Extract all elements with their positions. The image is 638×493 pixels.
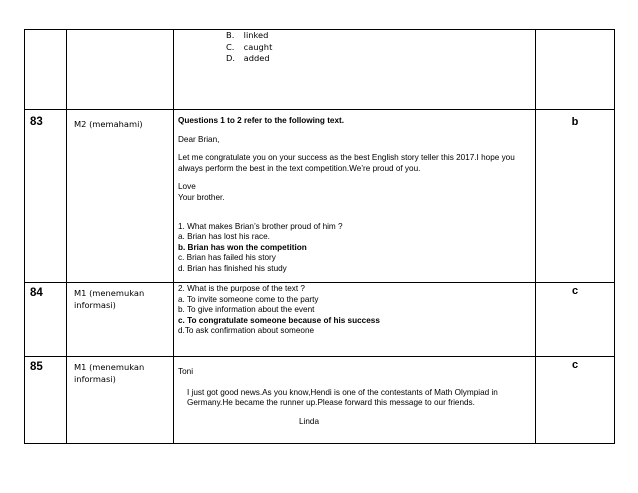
question-cell [174,30,536,110]
option-d: D. added [226,53,270,63]
table-row-83 [25,110,615,283]
option-c: c. Brian has failed his story [178,253,276,263]
question-text: 2. What is the purpose of the text ? [178,284,305,293]
answer-key: b [536,110,615,283]
question-number: 85 [25,357,67,444]
cognitive-level: M1 (menemukan informasi) [67,357,174,444]
message-body: I just got good news.As you know,Hendi is one of the contestants of Math Olympiad in Germany.He became the runner up.Please forward this message to our friends. [187,387,498,408]
table-row-85 [25,357,615,444]
letter-sender: Your brother. [178,192,225,202]
letter-body: Let me congratulate you on your success as the best English story teller this 2017.I hope you always perform the best in the text competition.We’re proud of you. [178,153,515,173]
cognitive-level: M2 (memahami) [67,110,174,283]
question-content [174,110,536,283]
option-a: a. Brian has lost his race. [178,232,270,242]
number-cell [25,30,67,110]
message-signature: Linda [299,416,320,426]
question-content [174,357,536,444]
answer-key: c [536,283,615,357]
option-c-correct: c. To congratulate someone because of his success [178,315,380,325]
option-b-correct: b. Brian has won the competition [178,242,307,252]
level-cell [67,30,174,110]
option-b: b. To give information about the event [178,305,315,315]
table-row-previous [25,30,615,110]
question-table [24,29,615,444]
option-d: d.To ask confirmation about someone [178,326,315,336]
answer-cell [536,30,615,110]
question-text: 1. What makes Brian’s brother proud of him ? [178,221,343,231]
letter-closing: Love [178,182,196,192]
question-number: 84 [25,283,67,357]
previous-options [178,30,535,65]
question-number: 83 [25,110,67,283]
option-a: a. To invite someone come to the party [178,294,319,304]
table-row-84 [25,283,615,357]
question-content [174,283,536,357]
option-c: C. caught [226,41,273,52]
answer-key: c [536,357,615,444]
cognitive-level: M1 (menemukan informasi) [67,283,174,357]
option-b: B. linked [226,30,269,40]
letter-greeting: Dear Brian, [178,134,220,144]
message-recipient: Toni [178,367,194,376]
option-d: d. Brian has finished his study [178,263,287,273]
question-heading: Questions 1 to 2 refer to the following text. [178,116,345,125]
